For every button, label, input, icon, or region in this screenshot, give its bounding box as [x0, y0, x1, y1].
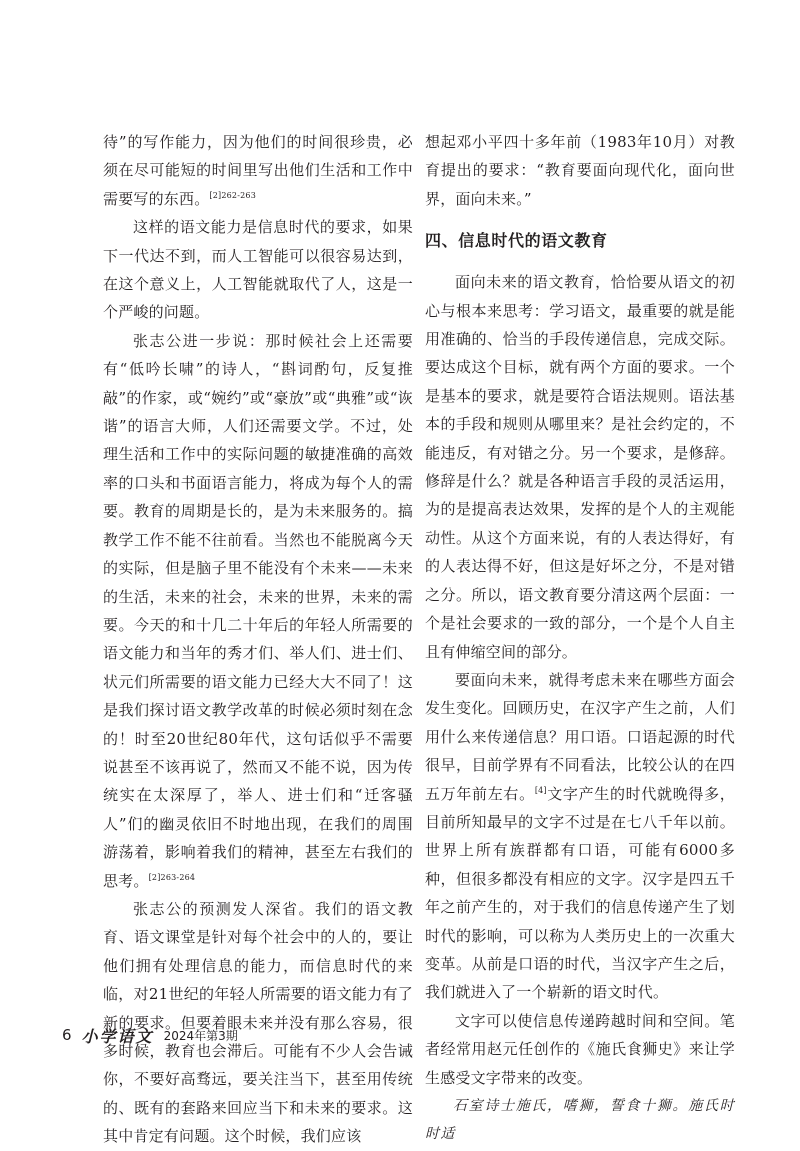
paragraph: 想起邓小平四十多年前（1983年10月）对教育提出的要求：“教育要面向现代化，面向世界，面向未来。”	[425, 133, 735, 208]
paragraph: 要面向未来，就得考虑未来在哪些方面会发生变化。回顾历史，在汉字产生之前，人们用什么来传递信息？用口语。口语起源的时代很早，目前学界有不同看法，比较公认的在四五万年前左右。[4]文字产生的时代就晚得多，目前所知最早的文字不过是在七八千年以前。世界上所有族群都有口语，可能有6000多种，但很多都没有相应的文字。汉字是四五千年之前产生的，对于我们的信息传递产生了划时代的影响，可以称为人类历史上的一次重大变革。从前是口语的时代，当汉字产生之后，我们就进入了一个崭新的语文时代。	[425, 670, 735, 1002]
paragraph: 这样的语文能力是信息时代的要求，如果下一代达不到，而人工智能可以很容易达到，在这个意义上，人工智能就取代了人，这是一个严峻的问题。	[103, 218, 413, 322]
section-heading: 四、信息时代的语文教育	[425, 231, 608, 251]
issue-label: 2024年第3期	[163, 1028, 238, 1043]
page-number: 6	[62, 1026, 72, 1044]
page-footer	[62, 1025, 238, 1045]
poem-line: 石室诗士施氏，嗜狮，誓食十狮。施氏时时适	[425, 1098, 735, 1142]
paragraph: 面向未来的语文教育，恰恰要从语文的初心与根本来思考：学习语文，最重要的就是能用准确的、恰当的手段传递信息，完成交际。要达成这个目标，就有两个方面的要求。一个是基本的要求，就是要符合语法规则。语法基本的手段和规则从哪里来？是社会约定的，不能违反，有对错之分。另一个要求，是修辞。修辞是什么？就是各种语言手段的灵活运用，为的是提高表达效果，发挥的是个人的主观能动性。从这个方面来说，有的人表达得好，有的人表达得不好，但这是好坏之分，不是对错之分。所以，语文教育要分清这两个层面：一个是社会要求的一致的部分，一个是个人自主且有伸缩空间的部分。	[425, 273, 735, 661]
paragraph: 文字可以使信息传递跨越时间和空间。笔者经常用赵元任创作的《施氏食狮史》来让学生感受文字带来的改变。	[425, 1011, 735, 1087]
left-column	[103, 128, 413, 1151]
paragraph: 张志公的预测发人深省。我们的语文教育、语文课堂是针对每个社会中的人的，要让他们拥有处理信息的能力，而信息时代的来临，对21世纪的年轻人所需要的语文能力有了新的要求。但要着眼未来并没有那么容易，很多时候，教育也会滞后。可能有不少人会告诫你，不要好高骛远，要关注当下，甚至用传统的、既有的套路来回应当下和未来的要求。这其中肯定有问题。这个时候，我们应该	[103, 899, 413, 1146]
right-column	[425, 128, 735, 1148]
citation: [4]	[534, 785, 547, 795]
paragraph: 张志公进一步说：那时候社会上还需要有“低吟长啸”的诗人，“斟词酌句，反复推敲”的作家，或“婉约”或“豪放”或“典雅”或“诙谐”的语言大师，人们还需要文学。不过，处理生活和工作中的实际问题的敏捷准确的高效率的口头和书面语言能力，将成为每个人的需要。教育的周期是长的，是为未来服务的。搞教学工作不能不往前看。当然也不能脱离今天的实际，但是脑子里不能没有个未来——未来的生活，未来的社会，未来的世界，未来的需要。今天的和十几二十年后的年轻人所需要的语文能力和当年的秀才们、举人们、进士们、状元们所需要的语文能力已经大大不同了！这是我们探讨语文教学改革的时候必须时刻在念的！时至20世纪80年代，这句话似乎不需要说甚至不该再说了，然而又不能不说，因为传统实在太深厚了，举人、进士们和“迁客骚人”们的幽灵依旧不时地出现，在我们的周围游荡着，影响着我们的精神，甚至左右我们的思考。$^{[2]263-264}$	[103, 331, 413, 890]
citation: [2]262-263	[209, 190, 256, 200]
journal-name: 小学语文	[81, 1026, 154, 1046]
paragraph: 待”的写作能力，因为他们的时间很珍贵，必须在尽可能短的时间里写出他们生活和工作中需要写的东西。$^{[2]262-263}$	[103, 133, 413, 208]
citation: [2]263-264	[148, 872, 196, 882]
